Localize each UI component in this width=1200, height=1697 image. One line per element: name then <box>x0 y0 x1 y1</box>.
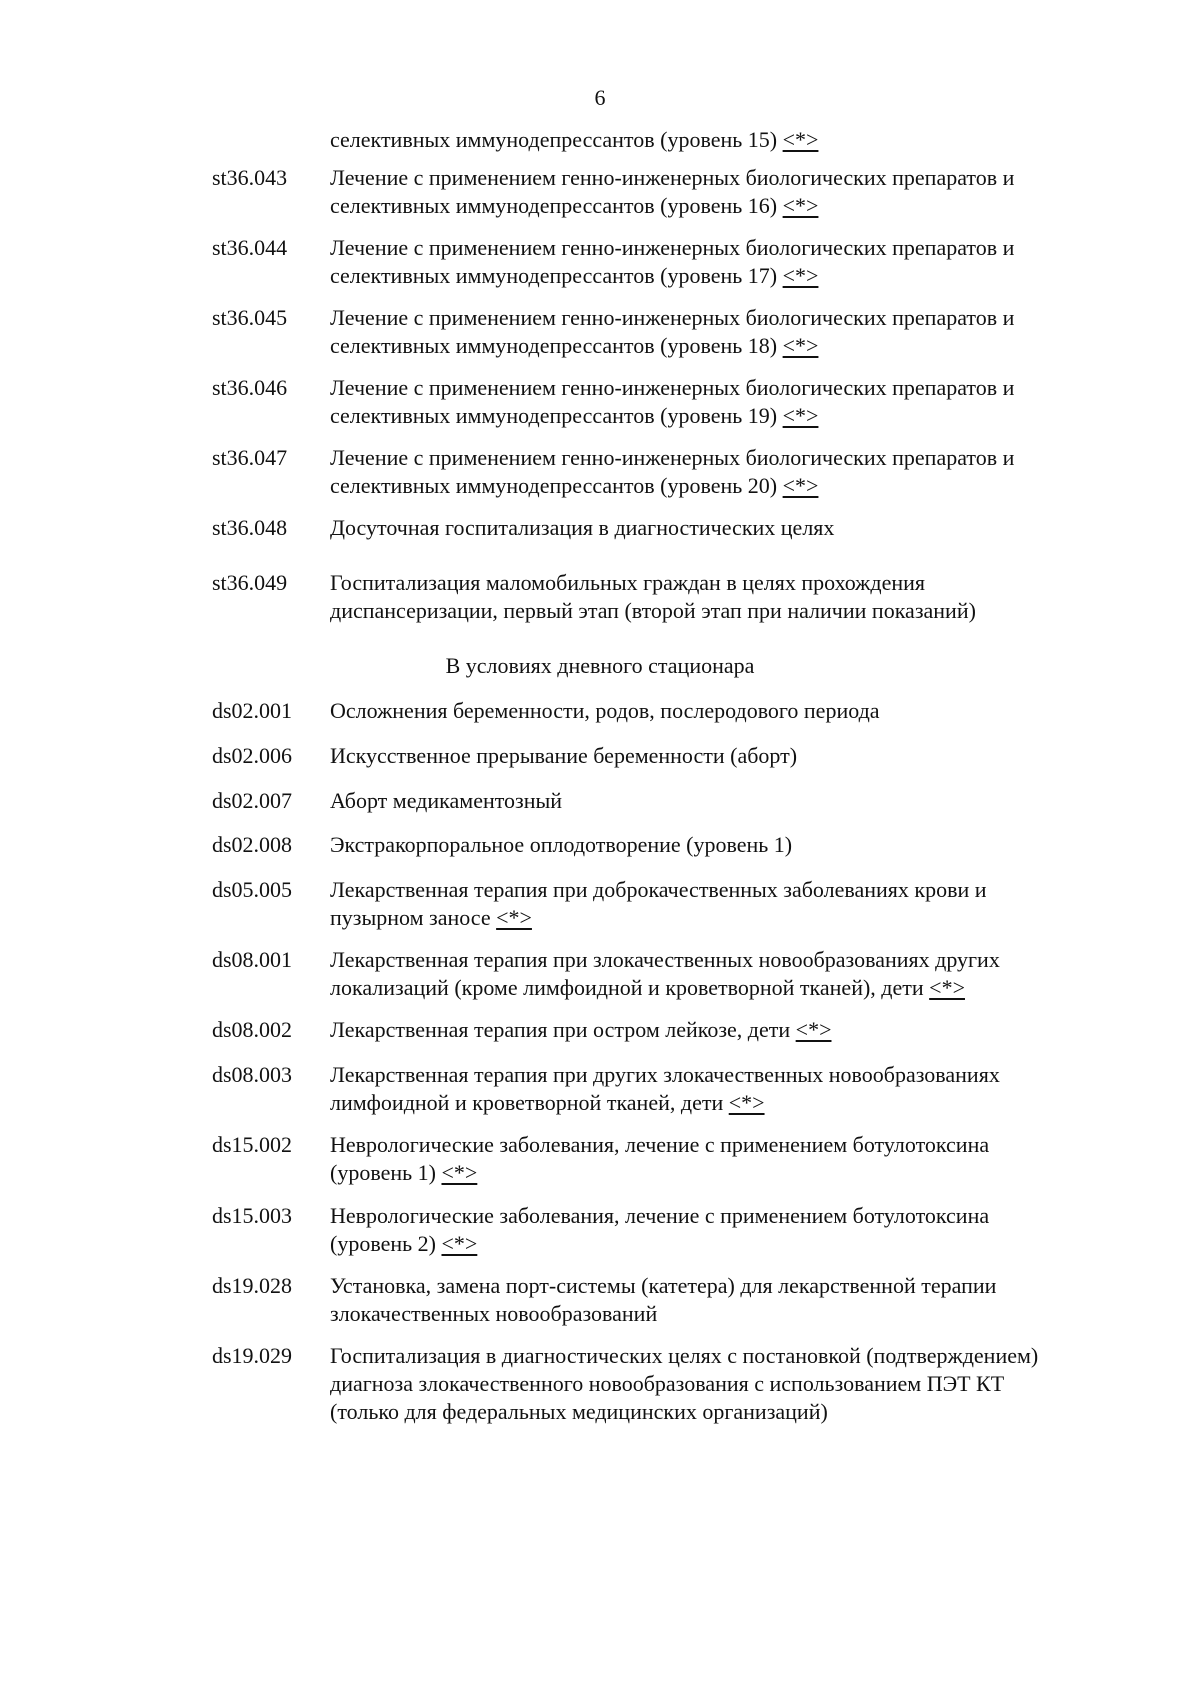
footnote-reference-link[interactable]: <*> <box>782 403 819 428</box>
item-description <box>330 514 1120 542</box>
item-description <box>330 1016 1120 1044</box>
item-line: Осложнения беременности, родов, послеродового периода <box>330 698 880 723</box>
item-description <box>330 569 1120 625</box>
item-line <box>330 1016 1120 1044</box>
item-description <box>330 1342 1120 1426</box>
item-code: st36.044 <box>212 235 288 260</box>
item-line <box>330 1089 1120 1117</box>
item-code: st36.046 <box>212 375 288 400</box>
section-title: В условиях дневного стационара <box>445 653 755 678</box>
item-code: st36.045 <box>212 305 288 330</box>
item-code: ds19.029 <box>212 1343 293 1368</box>
item-line-text: селективных иммунодепрессантов (уровень 16) <box>330 193 783 218</box>
item-line: (только для федеральных медицинских организаций) <box>330 1399 828 1424</box>
item-line-text: пузырном заносе <box>330 905 497 930</box>
item-line: злокачественных новообразований <box>330 1301 658 1326</box>
item-line: диагноза злокачественного новообразования с использованием ПЭТ КТ <box>330 1371 1005 1396</box>
footnote-reference-link[interactable]: <*> <box>782 193 819 218</box>
item-line: Госпитализация маломобильных граждан в целях прохождения <box>330 570 926 595</box>
item-description <box>330 876 1120 932</box>
item-description <box>330 164 1120 220</box>
item-code: ds02.008 <box>212 832 293 857</box>
item-line <box>330 974 1120 1002</box>
item-line <box>330 1159 1120 1187</box>
item-description <box>330 1061 1120 1117</box>
item-line: Неврологические заболевания, лечение с применением ботулотоксина <box>330 1132 990 1157</box>
item-code: ds15.003 <box>212 1203 293 1228</box>
footnote-reference-link[interactable]: <*> <box>929 975 965 1000</box>
item-line <box>330 262 1120 290</box>
item-code: ds15.002 <box>212 1132 293 1157</box>
item-line: Неврологические заболевания, лечение с применением ботулотоксина <box>330 1203 990 1228</box>
item-description <box>330 787 1120 815</box>
item-description <box>330 444 1120 500</box>
item-line-text: (уровень 2) <box>330 1231 442 1256</box>
item-line <box>330 904 1120 932</box>
footnote-reference-link[interactable]: <*> <box>782 263 819 288</box>
item-line: Экстракорпоральное оплодотворение (уровень 1) <box>330 832 793 857</box>
item-description <box>330 946 1120 1002</box>
item-line: Досуточная госпитализация в диагностических целях <box>330 515 835 540</box>
footnote-reference-link[interactable]: <*> <box>782 473 819 498</box>
item-line <box>330 332 1120 360</box>
item-line: Лечение с применением генно-инженерных биологических препаратов и <box>330 165 1015 190</box>
item-code: ds02.006 <box>212 743 293 768</box>
item-line-text: селективных иммунодепрессантов (уровень 18) <box>330 333 783 358</box>
item-code: ds05.005 <box>212 877 293 902</box>
footnote-reference-link[interactable]: <*> <box>496 905 532 930</box>
item-line-text: селективных иммунодепрессантов (уровень 19) <box>330 403 783 428</box>
item-description <box>330 234 1120 290</box>
item-code: ds19.028 <box>212 1273 293 1298</box>
footnote-reference-link[interactable]: <*> <box>728 1090 765 1115</box>
item-line <box>330 192 1120 220</box>
item-code: st36.043 <box>212 165 288 190</box>
page-number: 6 <box>594 85 606 110</box>
item-description <box>330 304 1120 360</box>
item-code: ds08.002 <box>212 1017 293 1042</box>
item-line-text: лимфоидной и кроветворной тканей, дети <box>330 1090 729 1115</box>
item-line-text: селективных иммунодепрессантов (уровень 20) <box>330 473 783 498</box>
item-line: Аборт медикаментозный <box>330 788 563 813</box>
continuation-text <box>330 126 1120 154</box>
item-line-text: локализаций (кроме лимфоидной и кроветворной тканей), дети <box>330 975 930 1000</box>
item-code: ds08.001 <box>212 947 293 972</box>
item-code: ds08.003 <box>212 1062 293 1087</box>
item-description <box>330 742 1120 770</box>
footnote-reference-link[interactable]: <*> <box>782 333 819 358</box>
item-line: диспансеризации, первый этап (второй этап при наличии показаний) <box>330 598 976 623</box>
item-line: Лечение с применением генно-инженерных биологических препаратов и <box>330 235 1015 260</box>
item-line-text: Лекарственная терапия при остром лейкозе, дети <box>330 1017 796 1042</box>
footnote-reference-link[interactable]: <*> <box>441 1231 478 1256</box>
item-line <box>330 1230 1120 1258</box>
item-line-text: селективных иммунодепрессантов (уровень 17) <box>330 263 783 288</box>
item-code: st36.047 <box>212 445 288 470</box>
item-description <box>330 1131 1120 1187</box>
item-line-text: (уровень 1) <box>330 1160 442 1185</box>
continuation-line: селективных иммунодепрессантов (уровень 15) <box>330 127 783 152</box>
item-code: ds02.007 <box>212 788 293 813</box>
footnote-reference-link[interactable]: <*> <box>782 127 819 152</box>
item-description <box>330 1272 1120 1328</box>
item-line: Госпитализация в диагностических целях с постановкой (подтверждением) <box>330 1343 1039 1368</box>
item-line: Лекарственная терапия при доброкачественных заболеваниях крови и <box>330 877 987 902</box>
item-line: Лечение с применением генно-инженерных биологических препаратов и <box>330 375 1015 400</box>
footnote-reference-link[interactable]: <*> <box>441 1160 478 1185</box>
item-line <box>330 402 1120 430</box>
item-line: Лечение с применением генно-инженерных биологических препаратов и <box>330 445 1015 470</box>
item-description <box>330 831 1120 859</box>
item-description <box>330 374 1120 430</box>
item-code: st36.048 <box>212 515 288 540</box>
item-code: ds02.001 <box>212 698 293 723</box>
item-line: Лекарственная терапия при злокачественных новообразованиях других <box>330 947 1000 972</box>
item-code: st36.049 <box>212 570 288 595</box>
item-line <box>330 472 1120 500</box>
item-description <box>330 697 1120 725</box>
item-line: Искусственное прерывание беременности (аборт) <box>330 743 798 768</box>
item-line: Лечение с применением генно-инженерных биологических препаратов и <box>330 305 1015 330</box>
item-line: Установка, замена порт-системы (катетера) для лекарственной терапии <box>330 1273 997 1298</box>
item-description <box>330 1202 1120 1258</box>
item-line: Лекарственная терапия при других злокачественных новообразованиях <box>330 1062 1000 1087</box>
footnote-reference-link[interactable]: <*> <box>795 1017 832 1042</box>
